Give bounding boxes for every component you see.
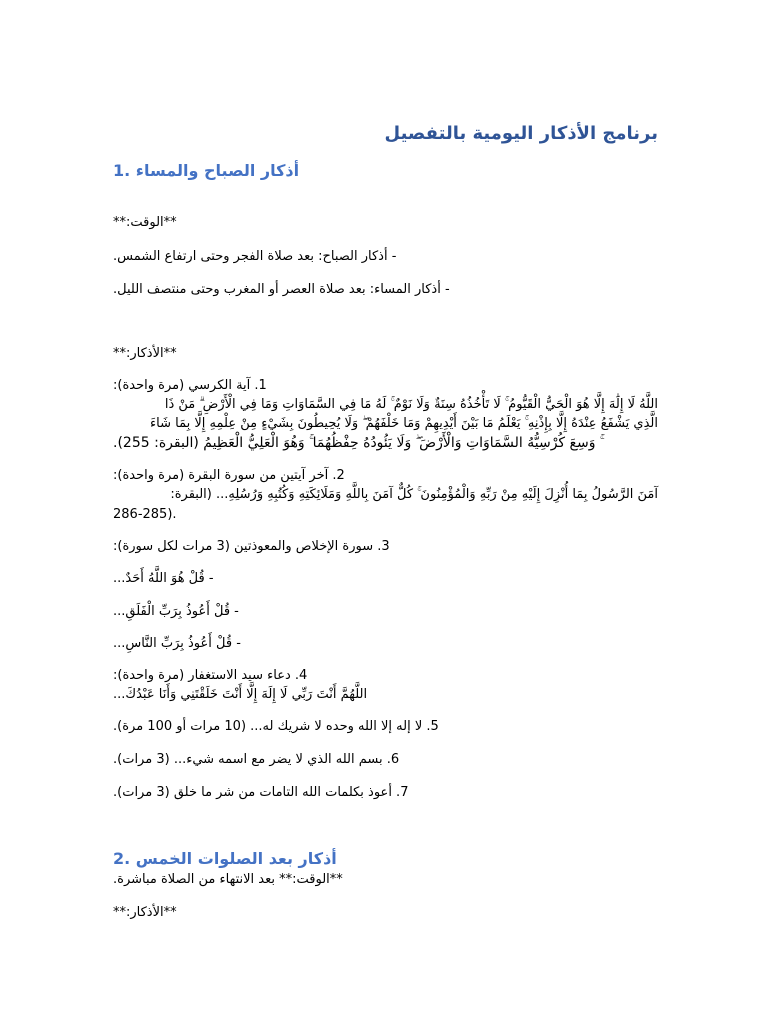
section1-heading <box>113 160 658 182</box>
time-item-morning: - أذكار الصباح: بعد صلاة الفجر وحتى ارتفاع الشمس. <box>113 249 397 264</box>
item1-line-3: ۚ وَسِعَ كُرْسِيُّهُ السَّمَاوَاتِ وَالْأَرْضَ ۖ وَلَا يَئُودُهُ حِفْظُهُمَا ۚ وَهُوَ الْعَلِيُّ الْعَظِيمُ (البقرة: 255). <box>113 435 600 451</box>
time-item-evening: - أذكار المساء: بعد صلاة العصر أو المغرب وحتى منتصف الليل. <box>113 282 450 297</box>
item5: 5. لا إله إلا الله وحده لا شريك له... (10 مرات أو 100 مرة). <box>113 719 439 734</box>
item2-line-1: آمَنَ الرَّسُولُ بِمَا أُنْزِلَ إِلَيْهِ مِنْ رَبِّهِ وَالْمُؤْمِنُونَ ۚ كُلٌّ آمَنَ بِاللَّهِ وَمَلَائِكَتِهِ وَكُتُبِهِ وَرُسُلِهِ... (البقرة: <box>170 487 658 502</box>
surah-falaq: - قُلْ أَعُوذُ بِرَبِّ الْفَلَقِ... <box>113 604 239 619</box>
section2-number: 2. <box>113 849 131 868</box>
item7: 7. أعوذ بكلمات الله التامات من شر ما خلق (3 مرات). <box>113 785 409 800</box>
section2-heading <box>113 848 658 870</box>
section2-adhkar-label: **الأذكار:** <box>113 905 177 920</box>
section1-time-label: **الوقت:** <box>113 215 177 230</box>
section1-adhkar-label: **الأذكار:** <box>113 346 177 361</box>
section2-time-line: **الوقت:** بعد الانتهاء من الصلاة مباشرة. <box>113 872 343 887</box>
item3-head: 3. سورة الإخلاص والمعوذتين (3 مرات لكل سورة): <box>113 539 390 554</box>
item1-line-2: الَّذِي يَشْفَعُ عِنْدَهُ إِلَّا بِإِذْنِهِ ۚ يَعْلَمُ مَا بَيْنَ أَيْدِيهِمْ وَمَا خَلْفَهُمْ ۖ وَلَا يُحِيطُونَ بِشَيْءٍ مِنْ عِلْمِهِ إِلَّا بِمَا شَاءَ <box>150 416 658 431</box>
item1-head: 1. آية الكرسي (مرة واحدة): <box>113 378 267 393</box>
document-page <box>113 0 658 1024</box>
item2-head: 2. آخر آيتين من سورة البقرة (مرة واحدة): <box>113 468 345 483</box>
item2-line-2: 286-285). <box>113 507 177 522</box>
section1-heading-text: أذكار الصباح والمساء <box>135 161 300 180</box>
item4-head: 4. دعاء سيد الاستغفار (مرة واحدة): <box>113 668 308 683</box>
surah-nas: - قُلْ أَعُوذُ بِرَبِّ النَّاسِ... <box>113 636 241 651</box>
document-title: برنامج الأذكار اليومية بالتفصيل <box>384 123 658 144</box>
surah-ikhlas: - قُلْ هُوَ اللَّهُ أَحَدٌ... <box>113 571 214 586</box>
section2-heading-text: أذكار بعد الصلوات الخمس <box>135 849 337 868</box>
section1-number: 1. <box>113 161 131 180</box>
item6: 6. بسم الله الذي لا يضر مع اسمه شيء... (3 مرات). <box>113 752 400 767</box>
item1-line-1: اللَّهُ لَا إِلَٰهَ إِلَّا هُوَ الْحَيُّ الْقَيُّومُ ۚ لَا تَأْخُذُهُ سِنَةٌ وَلَا نَوْمٌ ۚ لَهُ مَا فِي السَّمَاوَاتِ وَمَا فِي الْأَرْضِ ۗ مَنْ ذَا <box>164 397 658 412</box>
item4-line: اللَّهُمَّ أَنْتَ رَبِّي لَا إِلَهَ إِلَّا أَنْتَ خَلَقْتَنِي وَأَنَا عَبْدُكَ... <box>113 687 368 702</box>
